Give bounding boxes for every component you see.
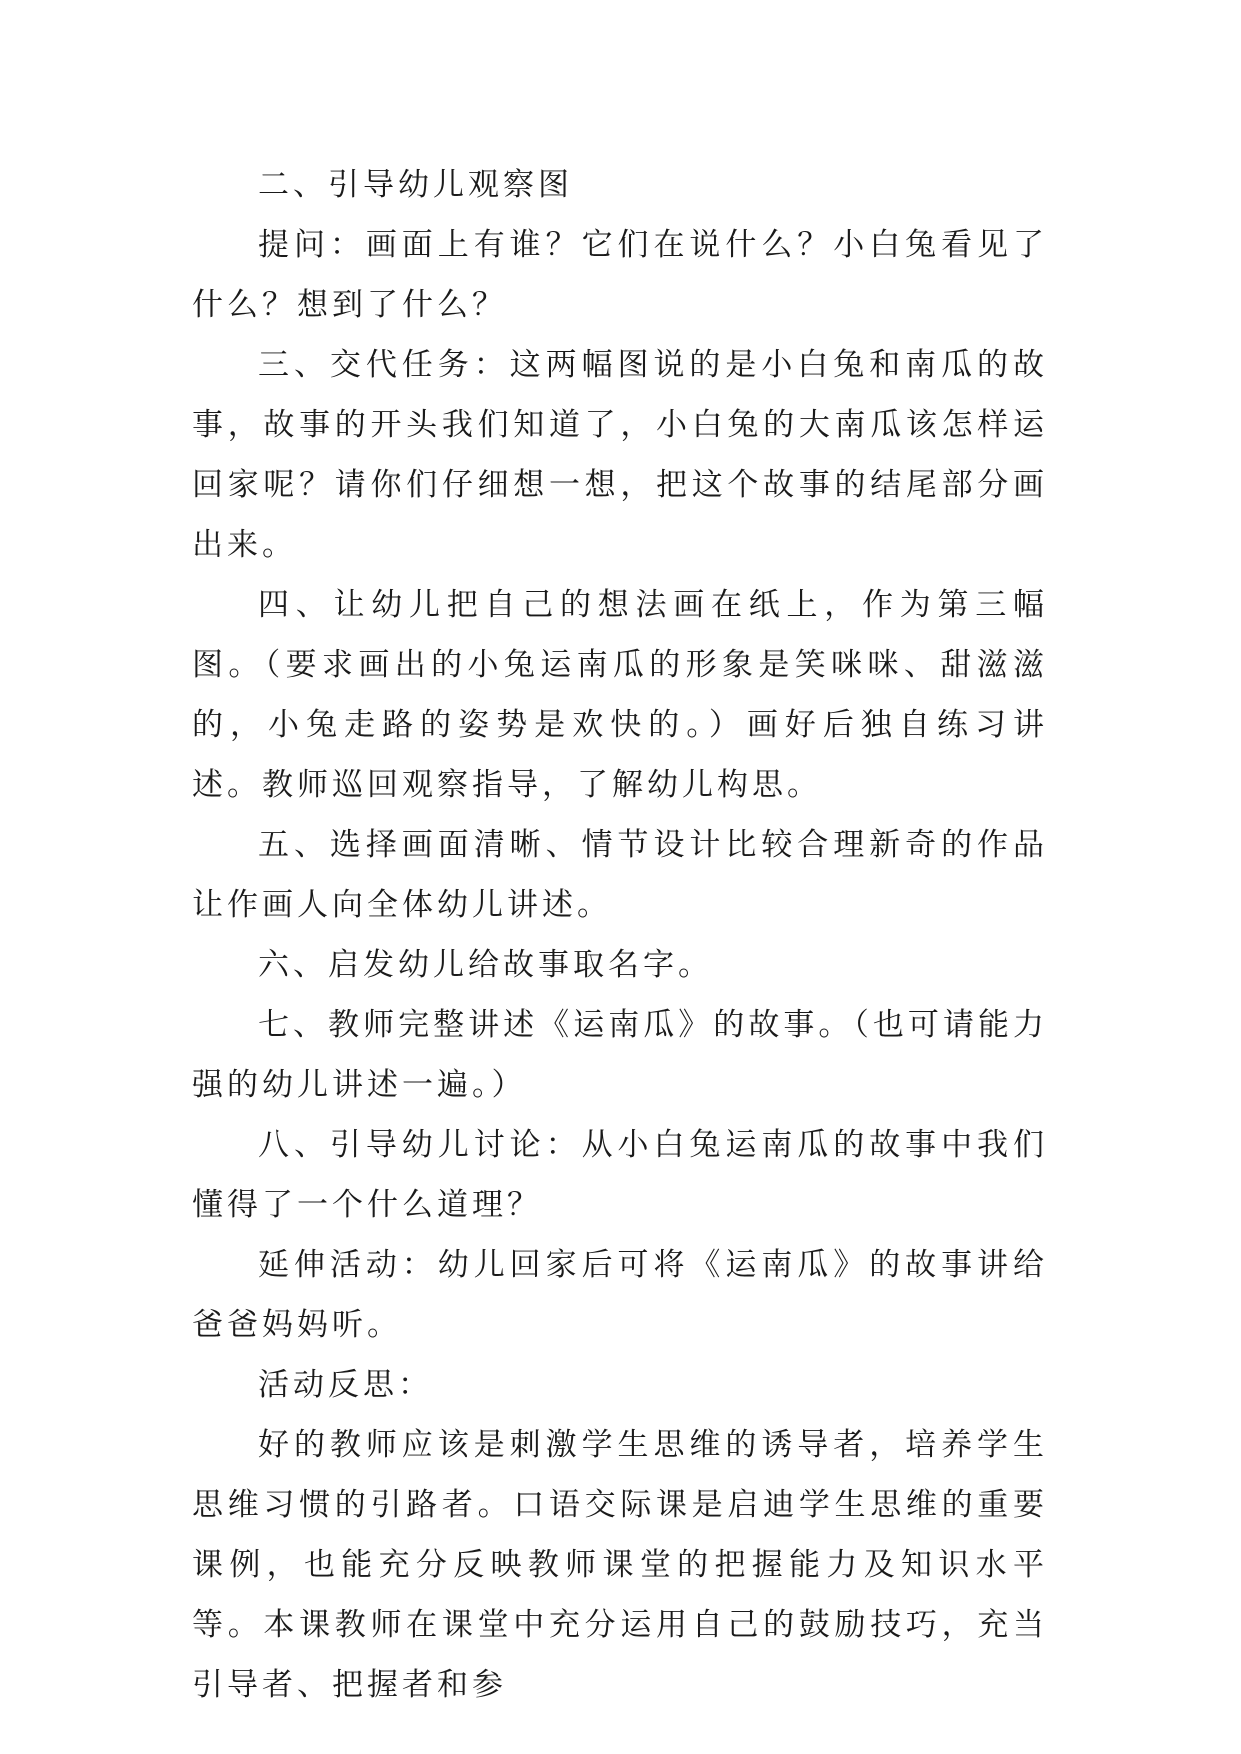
paragraph-step-2: 二、引导幼儿观察图 [258, 167, 573, 203]
document-body [192, 155, 1048, 1715]
paragraph-step-6: 六、启发幼儿给故事取名字。 [258, 947, 713, 983]
paragraph-step-4: 四、让幼儿把自己的想法画在纸上，作为第三幅图。（要求画出的小兔运南瓜的形象是笑咪咪、甜滋滋的，小兔走路的姿势是欢快的。）画好后独自练习讲述。教师巡回观察指导，了解幼儿构思。 [192, 587, 1048, 803]
paragraph-step-3: 三、交代任务：这两幅图说的是小白兔和南瓜的故事，故事的开头我们知道了，小白兔的大南瓜该怎样运回家呢？请你们仔细想一想，把这个故事的结尾部分画出来。 [192, 347, 1048, 563]
paragraph-step-7: 七、教师完整讲述《运南瓜》的故事。（也可请能力强的幼儿讲述一遍。） [192, 1007, 1048, 1103]
paragraph-step-5: 五、选择画面清晰、情节设计比较合理新奇的作品让作画人向全体幼儿讲述。 [192, 827, 1048, 923]
paragraph-step-8: 八、引导幼儿讨论：从小白兔运南瓜的故事中我们懂得了一个什么道理？ [192, 1127, 1048, 1223]
paragraph-reflection-body: 好的教师应该是刺激学生思维的诱导者，培养学生思维习惯的引路者。口语交际课是启迪学生思维的重要课例，也能充分反映教师课堂的把握能力及知识水平等。本课教师在课堂中充分运用自己的鼓励技巧，充当引导者、把握者和参 [192, 1427, 1048, 1703]
paragraph-extension: 延伸活动：幼儿回家后可将《运南瓜》的故事讲给爸爸妈妈听。 [192, 1247, 1048, 1343]
paragraph-questions: 提问：画面上有谁？它们在说什么？小白兔看见了什么？想到了什么？ [192, 227, 1048, 323]
paragraph-reflection-heading: 活动反思： [258, 1367, 433, 1403]
